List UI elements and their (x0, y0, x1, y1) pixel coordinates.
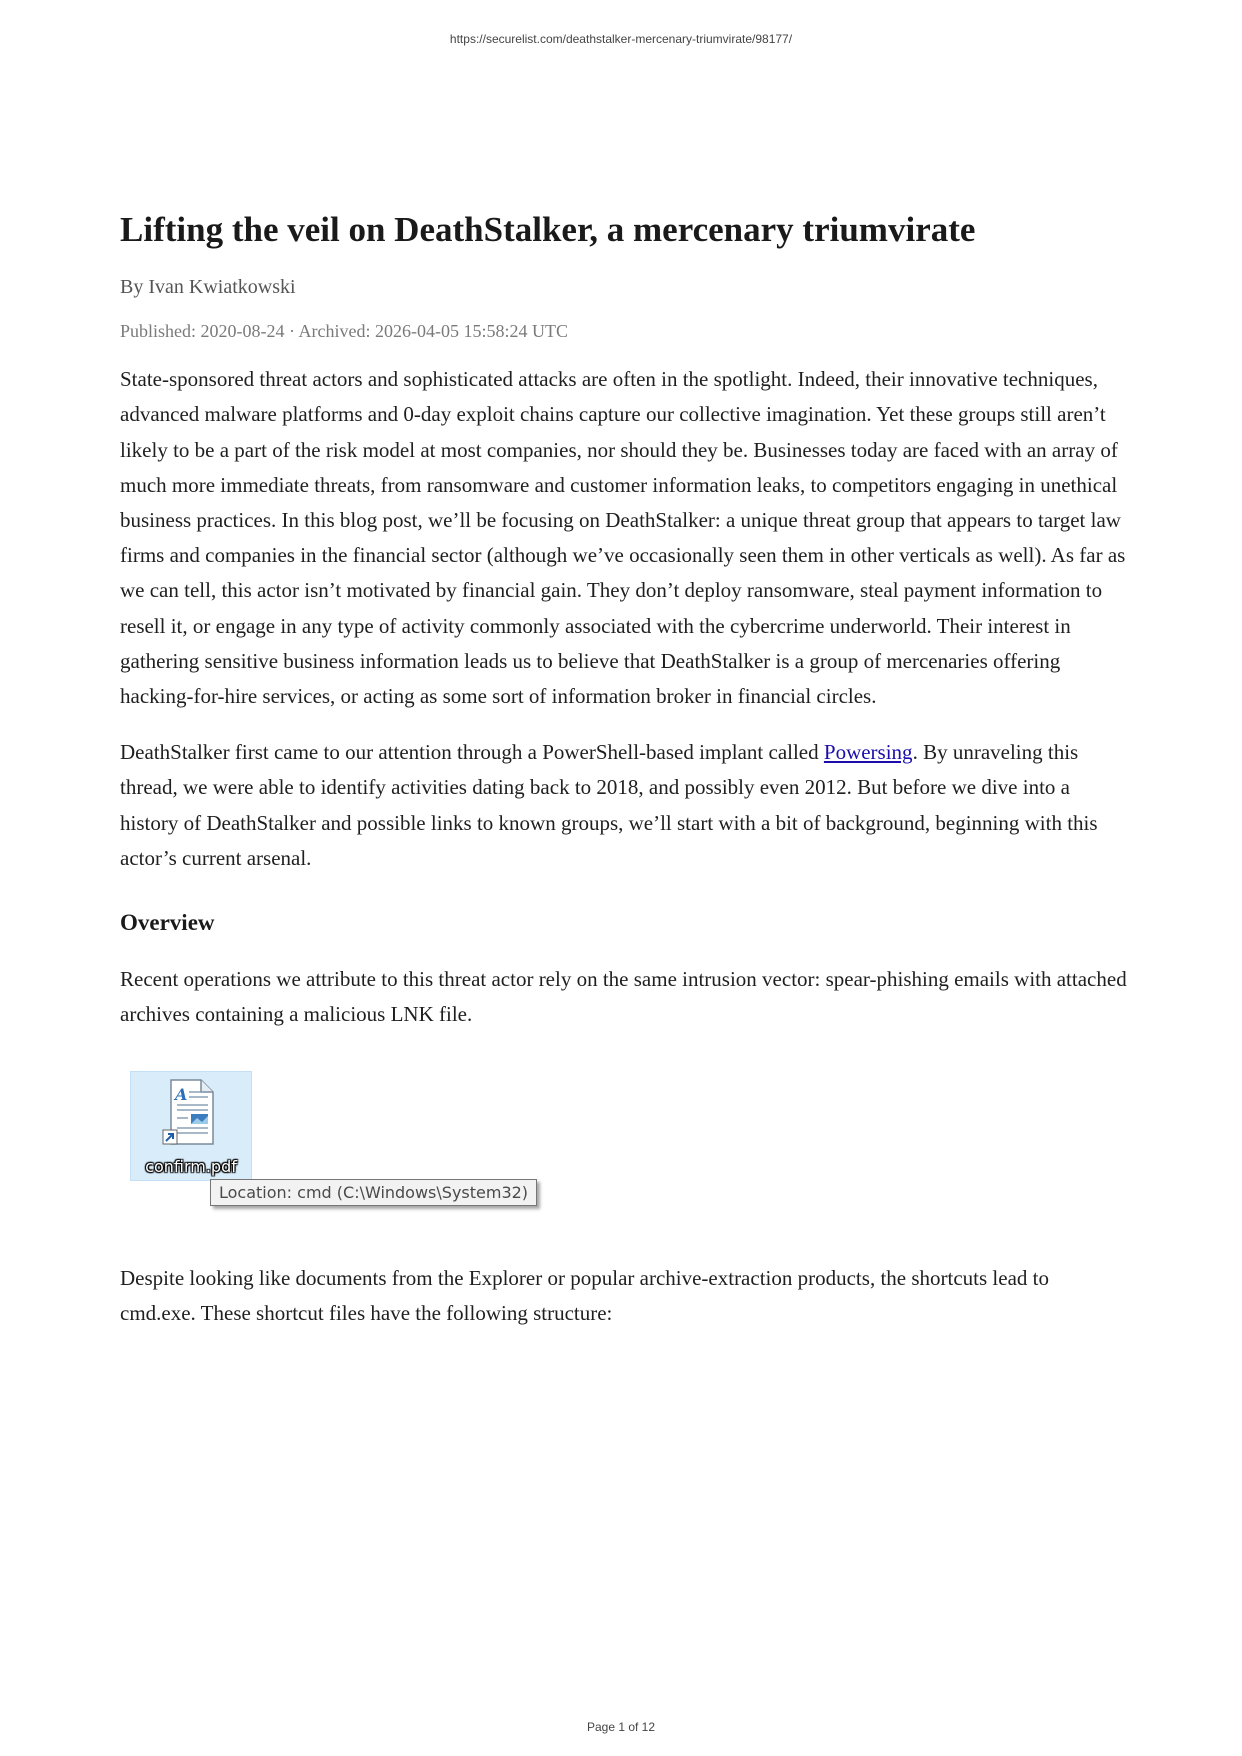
page-number: Page 1 of 12 (586, 1720, 656, 1734)
paragraph-shortcut-structure: Despite looking like documents from the Explorer or popular archive-extraction products, the shortcuts lead to cmd.exe. These shortcut files have the following structure: (120, 1265, 1049, 1325)
paragraph-text: . By unraveling this thread, we were able to identify activities dating back to 2018, and possibly even 2012. But before we dive into a history of DeathStalker and possible links to known groups, we’ll start with a bit of background, beginning with this actor’s current arsenal. (120, 740, 1098, 870)
page-url: https://securelist.com/deathstalker-mercenary-triumvirate/98177/ (449, 32, 793, 46)
article-meta: Published: 2020-08-24 · Archived: 2026-04-05 15:58:24 UTC (120, 321, 568, 342)
svg-text:A: A (175, 1084, 188, 1104)
location-tooltip: Location: cmd (C:\Windows\System32) (210, 1179, 537, 1206)
file-icon-tile (130, 1071, 252, 1181)
pdf-shortcut-icon (153, 1078, 225, 1150)
paragraph-text: DeathStalker first came to our attention through a PowerShell-based implant called (120, 740, 824, 765)
paragraph-intro: State-sponsored threat actors and sophisticated attacks are often in the spotlight. Indeed, their innovative techniques, advanced malware platforms and 0-day exploit chains capture our collective imagination. Yet these groups still aren’t likely to be a part of the risk model at most companies, nor should they be. Businesses today are faced with an array of much more immediate threats, from ransomware and customer information leaks, to competitors engaging in unethical business practices. In this blog post, we’ll be focusing on DeathStalker: a unique threat group that appears to target law firms and companies in the financial sector (although we’ve occasionally seen them in other verticals as well). As far as we can tell, this actor isn’t motivated by financial gain. They don’t deploy ransomware, steal payment information to resell it, or engage in any type of activity commonly associated with the cybercrime underworld. Their interest in gathering sensitive business information leads us to believe that DeathStalker is a group of mercenaries offering hacking-for-hire services, or acting as some sort of information broker in financial circles. (120, 367, 1126, 709)
overview-heading: Overview (120, 910, 215, 936)
article-title: Lifting the veil on DeathStalker, a mercenary triumvirate (120, 210, 976, 249)
article-byline: By Ivan Kwiatkowski (120, 276, 296, 299)
powersing-link[interactable]: Powersing (823, 740, 913, 765)
file-name-label: confirm.pdf (145, 1156, 237, 1176)
article (120, 210, 1130, 1352)
lnk-figure (120, 1071, 560, 1221)
paragraph-powersing (120, 735, 1130, 876)
paragraph-overview: Recent operations we attribute to this threat actor rely on the same intrusion vector: spear-phishing emails with attached archives containing a malicious LNK file. (120, 967, 1127, 1027)
